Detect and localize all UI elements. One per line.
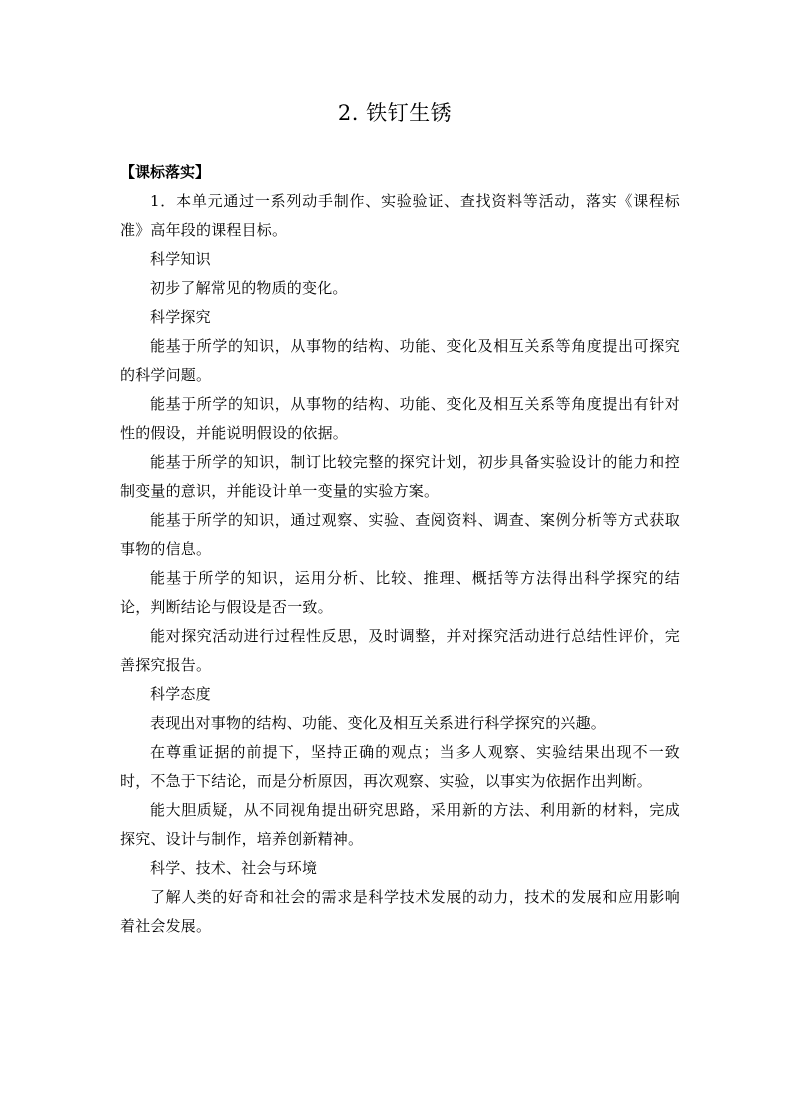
subheading-science-technology-society: 科学、技术、社会与环境 [150,859,318,877]
section-heading: 【课标落实】 [120,163,211,181]
subheading-science-attitude: 科学态度 [150,685,211,703]
paragraph-attitude-evidence: 在尊重证据的前提下，坚持正确的观点；当多人观察、实验结果出现不一致时，不急于下结论，而是分析原因，再次观察、实验，以事实为依据作出判断。 [120,743,680,790]
paragraph-inquiry-conclusion: 能基于所学的知识，运用分析、比较、推理、概括等方法得出科学探究的结论，判断结论与假设是否一致。 [120,569,680,616]
paragraph-attitude-interest: 表现出对事物的结构、功能、变化及相互关系进行科学探究的兴趣。 [150,714,607,732]
document-body [120,158,680,941]
paragraph-attitude-innovation: 能大胆质疑，从不同视角提出研究思路，采用新的方法、利用新的材料，完成探究、设计与制作，培养创新精神。 [120,801,680,848]
subheading-science-inquiry: 科学探究 [150,308,211,326]
paragraph-unit-goals: 1．本单元通过一系列动手制作、实验验证、查找资料等活动，落实《课程标准》高年段的课程目标。 [120,192,680,239]
paragraph-knowledge: 初步了解常见的物质的变化。 [150,279,348,297]
paragraph-inquiry-hypothesis: 能基于所学的知识，从事物的结构、功能、变化及相互关系等角度提出有针对性的假设，并能说明假设的依据。 [120,395,680,442]
paragraph-inquiry-question: 能基于所学的知识，从事物的结构、功能、变化及相互关系等角度提出可探究的科学问题。 [120,337,680,384]
paragraph-inquiry-information: 能基于所学的知识，通过观察、实验、查阅资料、调查、案例分析等方式获取事物的信息。 [120,511,680,558]
paragraph-inquiry-plan: 能基于所学的知识，制订比较完整的探究计划，初步具备实验设计的能力和控制变量的意识，并能设计单一变量的实验方案。 [120,453,680,500]
paragraph-technology-society: 了解人类的好奇和社会的需求是科学技术发展的动力，技术的发展和应用影响着社会发展。 [120,888,680,935]
subheading-science-knowledge: 科学知识 [150,250,211,268]
document-title: 2. 铁钉生锈 [337,101,453,125]
paragraph-inquiry-reflection: 能对探究活动进行过程性反思，及时调整，并对探究活动进行总结性评价，完善探究报告。 [120,627,680,674]
